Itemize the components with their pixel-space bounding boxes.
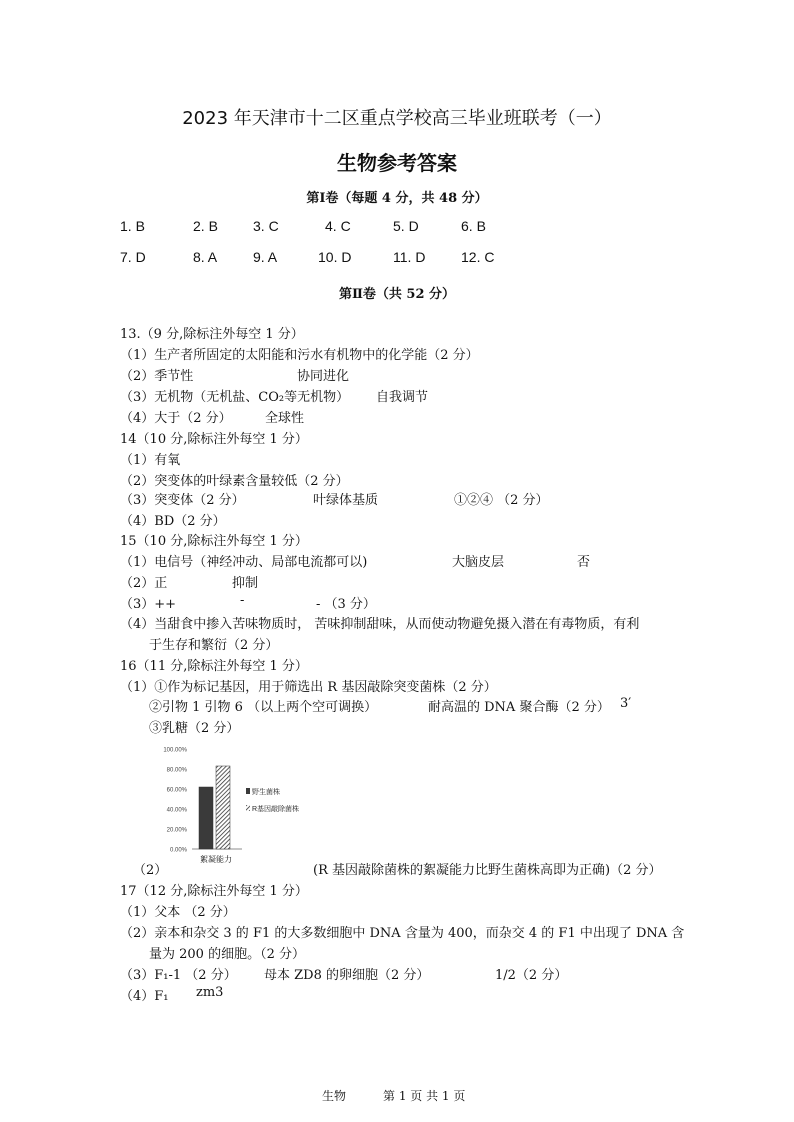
document-title: 2023 年天津市十二区重点学校高三毕业班联考（一） bbox=[182, 108, 612, 129]
q15-heading: 15（10 分,除标注外每空 1 分） bbox=[120, 534, 308, 549]
q13-line4-a: （4）大于（2 分） bbox=[120, 411, 232, 426]
q15-line2-a: （2）正 bbox=[120, 576, 168, 591]
q16-line4-a: （2） bbox=[133, 863, 168, 878]
footer-page: 第 1 页 共 1 页 bbox=[383, 1089, 466, 1103]
q16-line1: （1）①作为标记基因，用于筛选出 R 基因敲除突变菌株（2 分） bbox=[120, 680, 497, 695]
q14-line4: （4）BD（2 分） bbox=[120, 514, 226, 529]
q15-line1-a: （1）电信号（神经冲动、局部电流都可以) bbox=[120, 555, 368, 570]
q16-line2-a: ②引物 1 引物 6 （以上两个空可调换） bbox=[149, 700, 378, 715]
y-tick-label: 40.00% bbox=[166, 807, 187, 814]
y-tick-label: 60.00% bbox=[166, 787, 187, 794]
mc-answer: 5. D bbox=[393, 218, 419, 234]
mc-answer: 2. B bbox=[193, 218, 218, 234]
q14-line3-a: （3）突变体（2 分） bbox=[120, 493, 245, 508]
footer-subject: 生物 bbox=[322, 1089, 347, 1103]
mc-answer: 10. D bbox=[318, 249, 352, 265]
q13-line4-b: 全球性 bbox=[265, 411, 305, 426]
q13-line2-a: （2）季节性 bbox=[120, 369, 194, 384]
mc-answer: 8. A bbox=[193, 249, 218, 265]
q14-line3-b: 叶绿体基质 bbox=[313, 493, 379, 508]
legend-swatch bbox=[246, 788, 250, 794]
y-tick-label: 80.00% bbox=[166, 767, 187, 774]
q13-line1: （1）生产者所固定的太阳能和污水有机物中的化学能（2 分） bbox=[120, 348, 479, 363]
legend-label: 野生菌株 bbox=[252, 789, 280, 796]
y-tick-label: 0.00% bbox=[169, 847, 187, 854]
q17-line4-a: （4）F₁ bbox=[120, 989, 169, 1004]
q13-line3-a: （3）无机物（无机盐、CO₂等无机物） bbox=[120, 390, 350, 405]
y-tick-label: 20.00% bbox=[166, 827, 187, 834]
q17-line2-b: 量为 200 的细胞。（2 分） bbox=[149, 947, 305, 962]
chart-svg bbox=[150, 740, 320, 866]
mc-answer: 12. C bbox=[461, 249, 495, 265]
q17-heading: 17（12 分,除标注外每空 1 分） bbox=[120, 884, 308, 899]
q14-line3-c: ①②④ （2 分） bbox=[454, 493, 549, 508]
q14-heading: 14（10 分,除标注外每空 1 分） bbox=[120, 432, 308, 447]
q17-line3-c: 1/2（2 分） bbox=[495, 968, 568, 983]
q13-line2-b: 协同进化 bbox=[297, 369, 350, 384]
q14-line1: （1）有氧 bbox=[120, 453, 181, 468]
q15-line4-a: （4）当甜食中掺入苦味物质时， 苦味抑制甜味，从而使动物避免摄入潜在有毒物质，有利 bbox=[120, 617, 640, 632]
q16-line4-b: (R 基因敲除菌株的絮凝能力比野生菌株高即为正确)（2 分） bbox=[313, 863, 662, 878]
document-subtitle: 生物参考答案 bbox=[337, 151, 457, 175]
q13-heading: 13.（9 分,除标注外每空 1 分） bbox=[120, 327, 304, 342]
mc-answer: 4. C bbox=[325, 218, 351, 234]
flocculation-chart bbox=[150, 740, 320, 866]
bar-wild-type bbox=[199, 787, 213, 849]
q16-line2-c: 3′ bbox=[620, 696, 632, 711]
q15-line4-b: 于生存和繁衍（2 分） bbox=[149, 638, 279, 653]
mc-answer: 3. C bbox=[253, 218, 279, 234]
mc-answer: 11. D bbox=[393, 249, 426, 265]
q17-line1: （1）父本 （2 分） bbox=[120, 905, 236, 920]
q17-line3-a: （3）F₁-1 （2 分） bbox=[120, 968, 237, 983]
q15-line3-a: （3）++ bbox=[120, 597, 177, 612]
q17-line2-a: （2）亲本和杂交 3 的 F1 的大多数细胞中 DNA 含量为 400，而杂交 4 的 F1 中出现了 DNA 含 bbox=[120, 926, 685, 941]
mc-answer: 9. A bbox=[253, 249, 278, 265]
part1-heading: 第Ⅰ卷（每题 4 分，共 48 分） bbox=[306, 191, 488, 206]
x-tick-label: 絮凝能力 bbox=[200, 855, 232, 864]
q13-line3-b: 自我调节 bbox=[376, 390, 429, 405]
q15-line1-b: 大脑皮层 bbox=[452, 555, 505, 570]
q17-line3-b: 母本 ZD8 的卵细胞（2 分） bbox=[264, 968, 430, 983]
y-tick-label: 100.00% bbox=[163, 747, 187, 754]
q15-line3-b: - bbox=[240, 593, 245, 608]
q14-line2: （2）突变体的叶绿素含量较低（2 分） bbox=[120, 474, 349, 489]
mc-answer: 1. B bbox=[120, 218, 145, 234]
q16-line2-b: 耐高温的 DNA 聚合酶（2 分） bbox=[428, 700, 610, 715]
mc-answer: 7. D bbox=[120, 249, 146, 265]
q17-line4-b: zm3 bbox=[196, 985, 224, 1000]
q15-line1-c: 否 bbox=[577, 555, 591, 570]
q16-line3: ③乳糖（2 分） bbox=[149, 721, 240, 736]
bar-r-knockout bbox=[216, 766, 230, 849]
legend-label: R基因敲除菌株 bbox=[252, 806, 300, 813]
part2-heading: 第Ⅱ卷（共 52 分） bbox=[338, 287, 456, 302]
q15-line2-b: 抑制 bbox=[232, 576, 259, 591]
mc-answer: 6. B bbox=[461, 218, 486, 234]
legend-swatch bbox=[246, 805, 250, 811]
q16-heading: 16（11 分,除标注外每空 1 分） bbox=[120, 659, 308, 674]
q15-line3-c: - （3 分） bbox=[316, 597, 376, 612]
